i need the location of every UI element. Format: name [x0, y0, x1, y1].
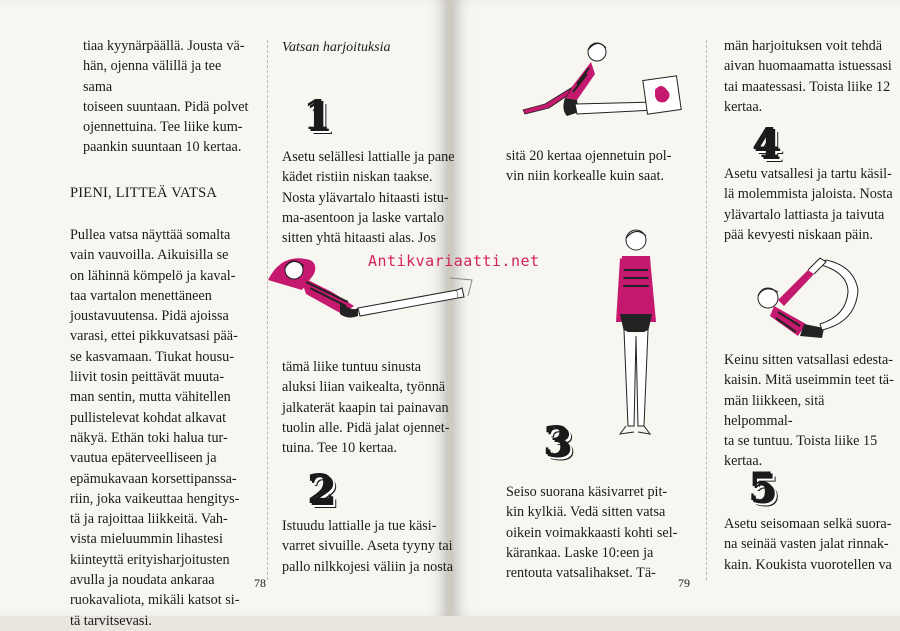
exercise-2-instructions: Istuudu lattialle ja tue käsi- varret sivuille. Aseta tyyny tai pallo nilkkojesi väliin ja nosta	[282, 518, 454, 575]
exercise-1-text-cont	[282, 357, 457, 458]
exercise-3-text	[506, 482, 686, 583]
exercise-5-instructions: Asetu seisomaan selkä suora- na seinää vasten jalat rinnak- kain. Koukista vuorotellen va	[724, 516, 892, 573]
exercise-section-title: Vatsan harjoituksia	[282, 40, 391, 55]
left-column-1	[83, 36, 253, 158]
exercise-4-text-cont	[724, 350, 894, 472]
exercise-1-instructions-cont: tämä liike tuntuu sinusta aluksi liian vaikealta, työnnä jalkaterät kaapin tai painavan tuolin alle. Pidä jalat ojennet- tuina. Tee 10 kertaa.	[282, 359, 450, 457]
exercise-5-text	[724, 514, 894, 575]
paragraph-continued: tiaa kyynärpäällä. Jousta vä- hän, ojenna välillä ja tee sama toiseen suuntaan. Pidä polvet ojennettuina. Tee liike kum- paankin suuntaan 10 kertaa.	[83, 38, 249, 156]
exercise-2-text-cont	[506, 146, 686, 187]
exercise-number-1: 1	[303, 92, 331, 139]
exercise-1-instructions: Asetu selällesi lattialle ja pane kädet ristiin niskan taakse. Nosta ylävartalo hitaasti istu- ma-asentoon ja laske vartalo sitten yhtä hitaasti alas. Jos	[282, 149, 455, 247]
page-number-left: 78	[254, 576, 266, 590]
exercise-3-text-cont	[724, 36, 894, 117]
exercise-number-3: 3	[543, 418, 571, 465]
exercise-number-4: 4	[752, 120, 780, 167]
column-divider-right	[706, 40, 707, 580]
standing-illustration	[610, 226, 670, 446]
exercise-3-instructions: Seiso suorana käsivarret pit- kin kylkiä. Vedä sitten vatsa oikein voimakkaasti kohti sel- kärankaa. Laske 10:een ja rentouta vatsalihakset. Tä-	[506, 484, 678, 582]
watermark: Antikvariaatti.net	[368, 252, 540, 270]
exercise-2-instructions-cont: sitä 20 kertaa ojennetuin pol- vin niin korkealle kuin saat.	[506, 148, 672, 185]
intro-paragraph: Pullea vatsa näyttää somalta vain vauvoilla. Aikuisilla se on lähinnä kömpelö ja kaval- taa vartalon menettäneen joustavuutensa. Pidä ajoissa varasi, ettei pikkuvatsasi pää- se kasvamaan. Tiukat housu- liivit tosin peittävät muuta- man sentin, mutta vähitellen pullistelevat kohdat alkavat näkyä. Ethän toki halua tur- vautua epäterveelliseen ja epämukavaan korsettipanssa- riin, joka vaikeuttaa hengitys- tä ja rajoittaa liikkeitä. Vah- vista mieluummin lihastesi kiinteyttä erityisharjoitusten avulla ja noudata ankaraa ruokavaliota, mikäli katsot si- tä tarvitsevasi.	[70, 227, 240, 629]
exercise-2-text	[282, 516, 457, 577]
exercise-1-text	[282, 147, 457, 248]
exercise-number-5: 5	[748, 464, 776, 511]
bow-pose-illustration	[748, 250, 868, 342]
section-heading-block	[70, 183, 270, 203]
leg-raise-illustration	[505, 38, 695, 128]
intro-text-block	[70, 225, 260, 631]
exercise-4-text	[724, 164, 894, 245]
exercise-4-instructions: Asetu vatsallesi ja tartu käsil- lä molemmista jaloista. Nosta ylävartalo lattiasta ja taivuta pää kevyesti niskaan päin.	[724, 166, 893, 243]
section-heading: PIENI, LITTEÄ VATSA	[70, 185, 218, 201]
exercise-4-instructions-cont: Keinu sitten vatsallasi edesta- kaisin. Mitä useimmin teet tä- män liikkeen, sitä helpommal- ta se tuntuu. Toista liike 15 kertaa.	[724, 352, 894, 470]
page-number-right: 79	[678, 576, 690, 590]
exercise-3-instructions-cont: män harjoituksen voit tehdä aivan huomaamatta istuessasi tai maatessasi. Toista liike 12 kertaa.	[724, 38, 892, 115]
exercise-number-2: 2	[307, 466, 335, 513]
